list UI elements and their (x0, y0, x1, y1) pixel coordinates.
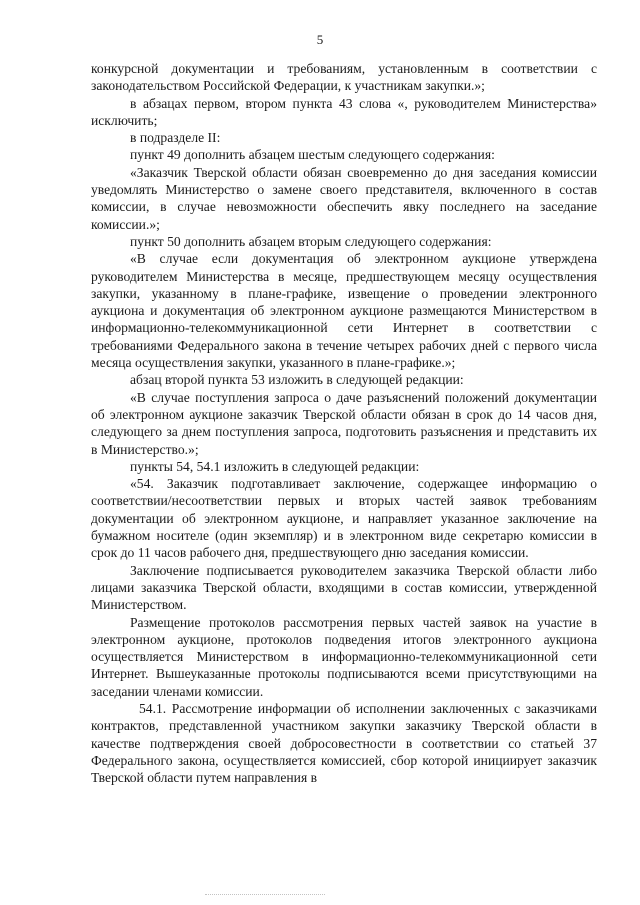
paragraph-2: в абзацах первом, втором пункта 43 слова «, руководителем Министерства» исключить; (91, 95, 597, 128)
paragraph-9: «В случае поступления запроса о даче разъяснений положений документации об электронном аукционе заказчик Тверской области обязан в срок до 14 часов дня, следующего за днем поступления запроса, подготовить разъяснения и представить их в Министерство.»; (91, 389, 597, 457)
paragraph-8: абзац второй пункта 53 изложить в следующей редакции: (130, 372, 464, 388)
paragraph-12: Заключение подписывается руководителем заказчика Тверской области либо лицами заказчика Тверской области, входящими в состав комиссии, утвержденной Министерством. (91, 562, 597, 613)
paragraph-7: «В случае если документация об электронном аукционе утверждена руководителем Министерства в месяце, предшествующем месяцу осуществления закупки, указанному в плане-графике, извещение о проведении электронного аукциона и документация об электронном аукционе размещаются Министерством в информационно-телекоммуникационной сети Интернет в соответствии с требованиями Федерального закона в течение четырех рабочих дней с первого числа месяца осуществления закупки, указанного в плане-графике.»; (91, 251, 597, 371)
paragraph-3: в подразделе II: (130, 130, 221, 146)
scan-artifact-divider (205, 888, 325, 895)
paragraph-13: Размещение протоколов рассмотрения первых частей заявок на участие в электронном аукционе, протоколов подведения итогов электронного аукциона осуществляется Министерством в информационно-телекоммуникационной сети Интернет. Вышеуказанные протоколы подписываются всеми присутствующими на заседании членами комиссии. (91, 614, 597, 699)
paragraph-11: «54. Заказчик подготавливает заключение, содержащее информацию о соответствии/несоответствии первых и вторых частей заявок требованиям документации об электронном аукционе, и направляет указанное заключение на бумажном носителе (один экземпляр) и в электронном виде секретарю комиссии в срок до 11 часов рабочего дня, предшествующего дню заседания комиссии. (91, 476, 597, 561)
paragraph-6: пункт 50 дополнить абзацем вторым следующего содержания: (130, 233, 492, 249)
paragraph-10: пункты 54, 54.1 изложить в следующей редакции: (130, 458, 420, 474)
paragraph-5: «Заказчик Тверской области обязан своевременно до дня заседания комиссии уведомлять Министерство о замене своего представителя, включенного в состав комиссии, в случае невозможности обеспечить явку последнего на заседание комиссии.»; (91, 164, 597, 232)
paragraph-4: пункт 49 дополнить абзацем шестым следующего содержания: (130, 147, 495, 163)
document-body (91, 60, 597, 786)
paragraph-1: конкурсной документации и требованиям, установленным в соответствии с законодательством Российской Федерации, к участникам закупки.»; (91, 61, 597, 94)
paragraph-14: 54.1. Рассмотрение информации об исполнении заключенных с заказчиками контрактов, представленной участником закупки заказчику Тверской области в качестве подтверждения своей добросовестности в соответствии со статьей 37 Федерального закона, осуществляется комиссией, сбор которой инициирует заказчик Тверской области путем направления в (91, 700, 597, 786)
page-number: 5 (316, 32, 324, 47)
